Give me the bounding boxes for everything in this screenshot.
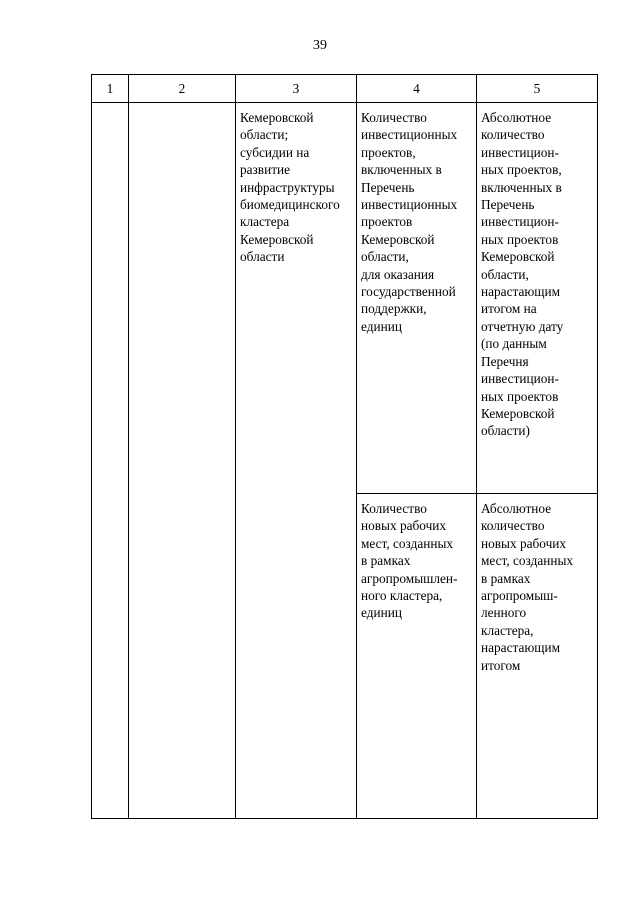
cell-method: [477, 494, 598, 819]
method-text: Абсолютное количество новых рабочих мест, созданных в рамках агропромыш- ленного кластера, нарастающим итогом: [481, 501, 574, 673]
column-number-2: 2: [129, 75, 236, 103]
method-text: Абсолютное количество инвестицион- ных проектов, включенных в Перечень инвестицион- ных проектов Кемеровской области, нарастающим итогом на отчетную дату (по данным Перечня инвестицион- ных проектов Кемеровской области): [481, 110, 564, 439]
column-number-3: 3: [236, 75, 357, 103]
data-table: [91, 74, 598, 819]
cell-indicator: [357, 494, 477, 819]
indicator-text: Количество инвестиционных проектов, включенных в Перечень инвестиционных проектов Кемеровской области, для оказания государственной поддержки, единиц: [361, 110, 458, 334]
cell-col2: [129, 103, 236, 819]
table-row: [92, 103, 598, 494]
column-number-5: 5: [477, 75, 598, 103]
table-header-row: [92, 75, 598, 103]
page-number: 39: [313, 38, 327, 53]
column-number-1: 1: [92, 75, 129, 103]
cell-col1: [92, 103, 129, 819]
cell-funding-source: [236, 103, 357, 819]
funding-source-text: Кемеровской области; субсидии на развитие инфраструктуры биомедицинского кластера Кемеровской области: [240, 110, 340, 265]
column-number-4: 4: [357, 75, 477, 103]
cell-indicator: [357, 103, 477, 494]
indicator-text: Количество новых рабочих мест, созданных в рамках агропромышлен- ного кластера, единиц: [361, 501, 458, 621]
cell-method: [477, 103, 598, 494]
